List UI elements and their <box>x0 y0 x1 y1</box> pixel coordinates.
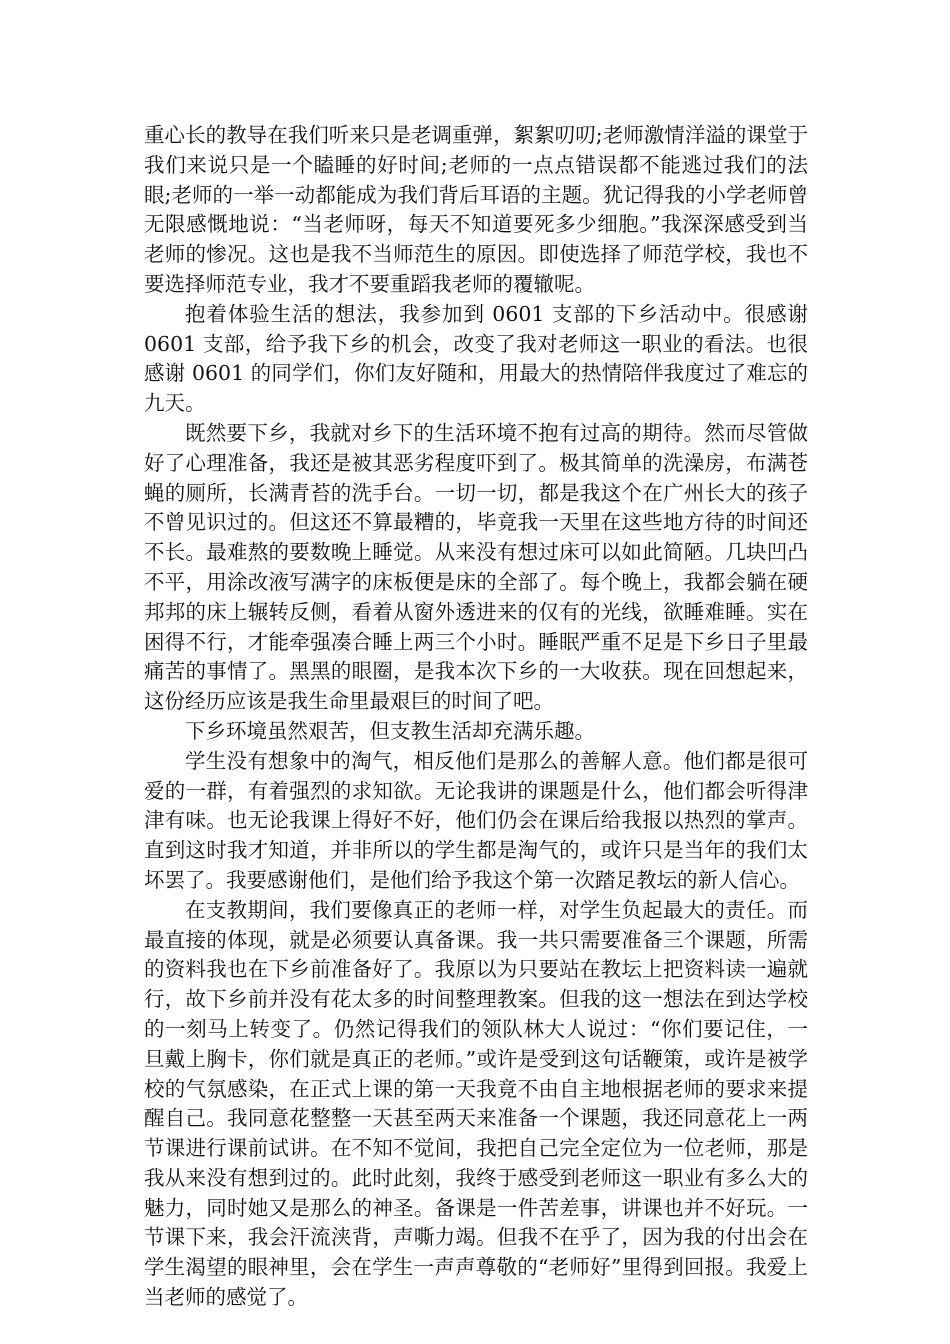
paragraph: 学生没有想象中的淘气，相反他们是那么的善解人意。他们都是很可爱的一群，有着强烈的求知欲。无论我讲的课题是什么，他们都会听得津津有味。也无论我课上得好不好，他们仍会在课后给我报以热烈的掌声。直到这时我才知道，并非所以的学生都是淘气的，或许只是当年的我们太坏罢了。我要感谢他们，是他们给予我这个第一次踏足教坛的新人信心。 <box>144 748 808 892</box>
body-text <box>144 121 808 1313</box>
paragraph: 既然要下乡，我就对乡下的生活环境不抱有过高的期待。然而尽管做好了心理准备，我还是被其恶劣程度吓到了。极其简单的洗澡房，布满苍蝇的厕所，长满青苔的洗手台。一切一切，都是我这个在广州长大的孩子不曾见识过的。但这还不算最糟的，毕竟我一天里在这些地方待的时间还不长。最难熬的要数晚上睡觉。从来没有想过床可以如此简陋。几块凹凸不平，用涂改液写满字的床板便是床的全部了。每个晚上，我都会躺在硬邦邦的床上辗转反侧，看着从窗外透进来的仅有的光线，欲睡难睡。实在困得不行，才能牵强凑合睡上两三个小时。睡眠严重不足是下乡日子里最痛苦的事情了。黑黑的眼圈，是我本次下乡的一大收获。现在回想起来，这份经历应该是我生命里最艰巨的时间了吧。 <box>144 420 808 714</box>
paragraph: 抱着体验生活的想法，我参加到 0601 支部的下乡活动中。很感谢 0601 支部，给予我下乡的机会，改变了我对老师这一职业的看法。也很感谢 0601 的同学们，你们友好随和，用最大的热情陪伴我度过了难忘的九天。 <box>144 301 808 416</box>
paragraph: 在支教期间，我们要像真正的老师一样，对学生负起最大的责任。而最直接的体现，就是必须要认真备课。我一共只需要准备三个课题，所需的资料我也在下乡前准备好了。我原以为只要站在教坛上把资料读一遍就行，故下乡前并没有花太多的时间整理教案。但我的这一想法在到达学校的一刻马上转变了。仍然记得我们的领队林大人说过：“你们要记住，一旦戴上胸卡，你们就是真正的老师。”或许是受到这句话鞭策，或许是被学校的气氛感染，在正式上课的第一天我竟不由自主地根据老师的要求来提醒自己。我同意花整整一天甚至两天来准备一个课题，我还同意花上一两节课进行课前试讲。在不知不觉间，我把自己完全定位为一位老师，那是我从来没有想到过的。此时此刻，我终于感受到老师这一职业有多么大的魅力，同时她又是那么的神圣。备课是一件苦差事，讲课也并不好玩。一节课下来，我会汗流浃背，声嘶力竭。但我不在乎了，因为我的付出会在学生渴望的眼神里，会在学生一声声尊敬的“老师好”里得到回报。我爱上当老师的感觉了。 <box>144 897 808 1310</box>
paragraph-continued: 重心长的教导在我们听来只是老调重弹，絮絮叨叨;老师激情洋溢的课堂于我们来说只是一个瞌睡的好时间;老师的一点点错误都不能逃过我们的法眼;老师的一举一动都能成为我们背后耳语的主题。犹记得我的小学老师曾无限感慨地说：“当老师呀，每天不知道要死多少细胞。”我深深感受到当老师的惨况。这也是我不当师范生的原因。即使选择了师范学校，我也不要选择师范专业，我才不要重蹈我老师的覆辙呢。 <box>144 123 808 296</box>
paragraph: 下乡环境虽然艰苦，但支教生活却充满乐趣。 <box>185 718 595 743</box>
